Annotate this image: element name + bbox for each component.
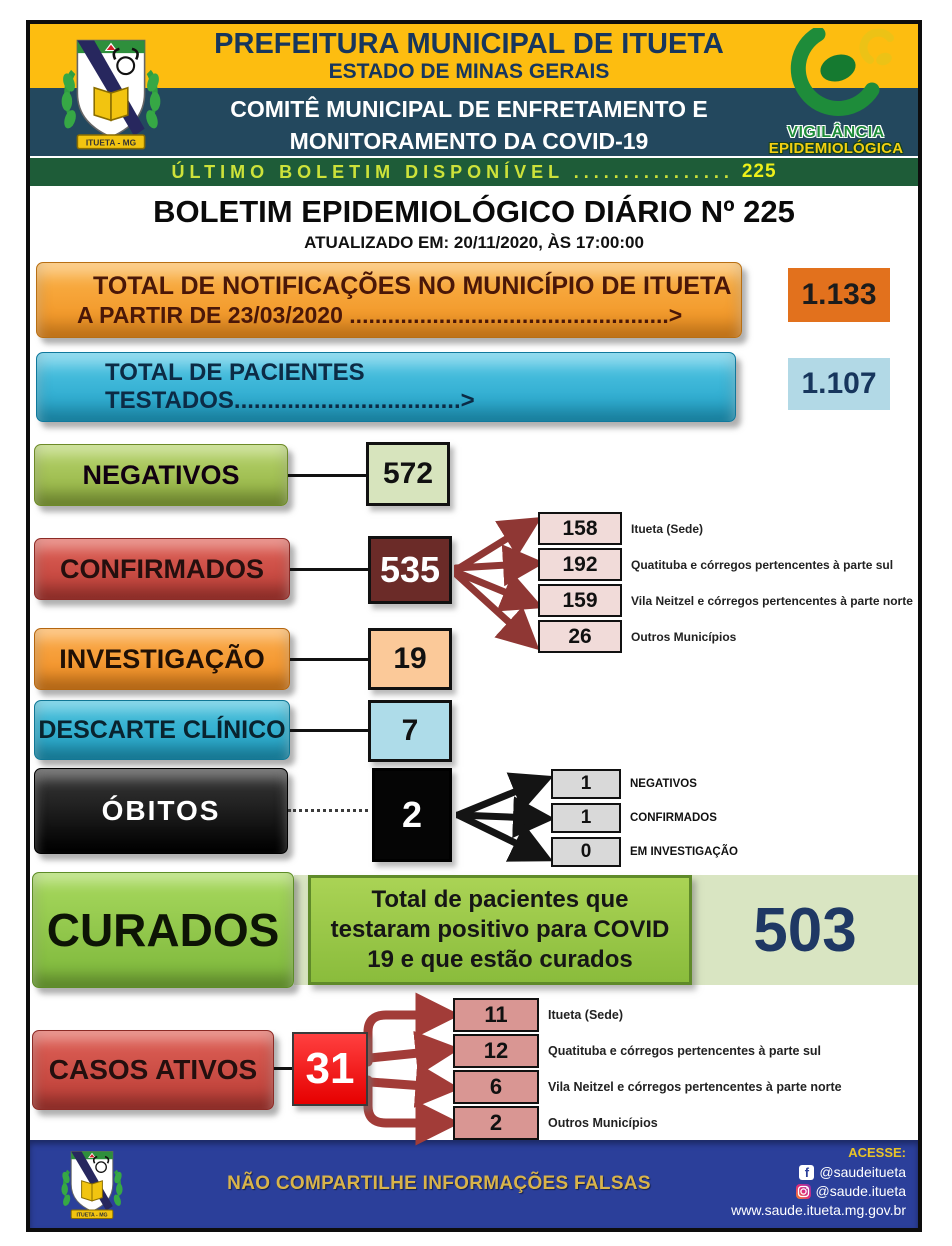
breakdown-label: EM INVESTIGAÇÃO <box>630 846 738 858</box>
last-bulletin-band <box>30 156 918 186</box>
footer-crest-icon <box>58 1145 126 1223</box>
total-tested-label: TOTAL DE PACIENTES TESTADOS..................................> <box>105 359 475 414</box>
breakdown-value: 159 <box>538 584 622 617</box>
casos-ativos-value: 31 <box>292 1032 368 1106</box>
last-bulletin-number: 225 <box>741 161 777 182</box>
obitos-arrows-icon <box>456 762 552 874</box>
breakdown-value: 2 <box>453 1106 539 1140</box>
total-tested-bar <box>36 352 736 422</box>
breakdown-label: Quatituba e córregos pertencentes à parte sul <box>548 1044 821 1058</box>
last-bulletin-label: ÚLTIMO BOLETIM DISPONÍVEL ................ <box>171 161 734 182</box>
obitos-breakdown-row <box>551 803 717 833</box>
obitos-breakdown-row <box>551 769 697 799</box>
confirmados-breakdown-row <box>538 512 703 545</box>
casos-ativos-breakdown-row <box>453 1034 821 1068</box>
website-row <box>731 1201 906 1220</box>
casos-ativos-breakdown-row <box>453 1070 842 1104</box>
breakdown-label: Outros Municípios <box>548 1116 658 1130</box>
breakdown-label: Quatituba e córregos pertencentes à parte sul <box>631 557 894 572</box>
casos-ativos-connector <box>274 1067 292 1070</box>
investigacao-button: INVESTIGAÇÃO <box>34 628 290 690</box>
descarte-connector <box>290 729 368 732</box>
breakdown-value: 26 <box>538 620 622 653</box>
breakdown-value: 1 <box>551 803 621 833</box>
negativos-connector <box>288 474 366 477</box>
breakdown-label: CONFIRMADOS <box>630 812 717 824</box>
poster-frame <box>26 20 922 1232</box>
confirmados-breakdown-row <box>538 620 736 653</box>
city-crest-logo <box>56 30 166 156</box>
descarte-value: 7 <box>368 700 452 762</box>
obitos-button: ÓBITOS <box>34 768 288 854</box>
breakdown-label: NEGATIVOS <box>630 778 697 790</box>
breakdown-label: Itueta (Sede) <box>548 1008 624 1022</box>
investigacao-connector <box>290 658 368 661</box>
website-url: www.saude.itueta.mg.gov.br <box>731 1202 906 1218</box>
breakdown-value: 192 <box>538 548 622 581</box>
committee-line1: COMITÊ MUNICIPAL DE ENFRETAMENTO E <box>230 96 708 122</box>
curados-button: CURADOS <box>32 872 294 988</box>
breakdown-value: 1 <box>551 769 621 799</box>
obitos-connector <box>288 809 368 812</box>
total-notifications-value: 1.133 <box>788 268 890 322</box>
total-tested-value: 1.107 <box>788 358 890 410</box>
total-notifications-line2: A PARTIR DE 23/03/2020 ..................................................> <box>77 302 683 328</box>
breakdown-label: Vila Neitzel e córregos pertencentes à parte norte <box>548 1080 842 1094</box>
breakdown-value: 0 <box>551 837 621 867</box>
logo-line1: VIGILÂNCIA <box>787 124 885 141</box>
confirmados-arrows-icon <box>454 510 542 650</box>
casos-ativos-arrows-icon <box>360 992 456 1158</box>
curados-description: Total de pacientes que testaram positivo para COVID 19 e que estão curados <box>308 875 692 985</box>
breakdown-value: 6 <box>453 1070 539 1104</box>
descarte-clinico-button: DESCARTE CLÍNICO <box>34 700 290 760</box>
bulletin-body <box>30 186 918 1140</box>
footer-warning: NÃO COMPARTILHE INFORMAÇÕES FALSAS <box>227 1173 651 1194</box>
instagram-handle: @saude.itueta <box>815 1183 906 1199</box>
instagram-row <box>731 1182 906 1201</box>
confirmados-button: CONFIRMADOS <box>34 538 290 600</box>
footer-links <box>731 1145 906 1220</box>
breakdown-label: Outros Municípios <box>631 629 737 644</box>
city-hall-title: PREFEITURA MUNICIPAL DE ITUETA <box>214 28 724 60</box>
obitos-value: 2 <box>372 768 452 862</box>
negativos-button: NEGATIVOS <box>34 444 288 506</box>
epidemiological-surveillance-logo <box>758 28 914 160</box>
obitos-breakdown-row <box>551 837 738 867</box>
breakdown-value: 12 <box>453 1034 539 1068</box>
city-crest-icon <box>56 30 166 156</box>
logo-line2: EPIDEMIOLÓGICA <box>768 140 904 157</box>
bulletin-updated-at: ATUALIZADO EM: 20/11/2020, ÀS 17:00:00 <box>304 233 644 252</box>
casos-ativos-breakdown-row <box>453 1106 658 1140</box>
breakdown-value: 11 <box>453 998 539 1032</box>
instagram-icon <box>796 1184 811 1199</box>
committee-line2: MONITORAMENTO DA COVID-19 <box>289 128 649 154</box>
total-notifications-bar <box>36 262 742 338</box>
bulletin-title: BOLETIM EPIDEMIOLÓGICO DIÁRIO Nº 225 <box>153 194 795 229</box>
facebook-handle: @saudeitueta <box>819 1164 906 1180</box>
confirmados-connector <box>290 568 368 571</box>
curados-value: 503 <box>753 895 857 965</box>
access-label: ACESSE: <box>848 1145 906 1160</box>
confirmados-value: 535 <box>368 536 452 604</box>
confirmados-breakdown-row <box>538 548 893 581</box>
total-notifications-line1: TOTAL DE NOTIFICAÇÕES NO MUNICÍPIO DE ITUETA <box>93 272 732 300</box>
breakdown-value: 158 <box>538 512 622 545</box>
footer-crest-logo <box>58 1145 126 1228</box>
breakdown-label: Itueta (Sede) <box>631 521 704 536</box>
footer-bar <box>30 1140 918 1228</box>
facebook-icon: f <box>799 1165 814 1180</box>
breakdown-label: Vila Neitzel e córregos pertencentes à parte norte <box>631 593 913 608</box>
confirmados-breakdown-row <box>538 584 913 617</box>
facebook-row <box>731 1163 906 1182</box>
surveillance-swoosh-icon <box>766 28 906 120</box>
negativos-value: 572 <box>366 442 450 506</box>
casos-ativos-breakdown-row <box>453 998 623 1032</box>
state-subtitle: ESTADO DE MINAS GERAIS <box>328 60 610 83</box>
casos-ativos-button: CASOS ATIVOS <box>32 1030 274 1110</box>
investigacao-value: 19 <box>368 628 452 690</box>
